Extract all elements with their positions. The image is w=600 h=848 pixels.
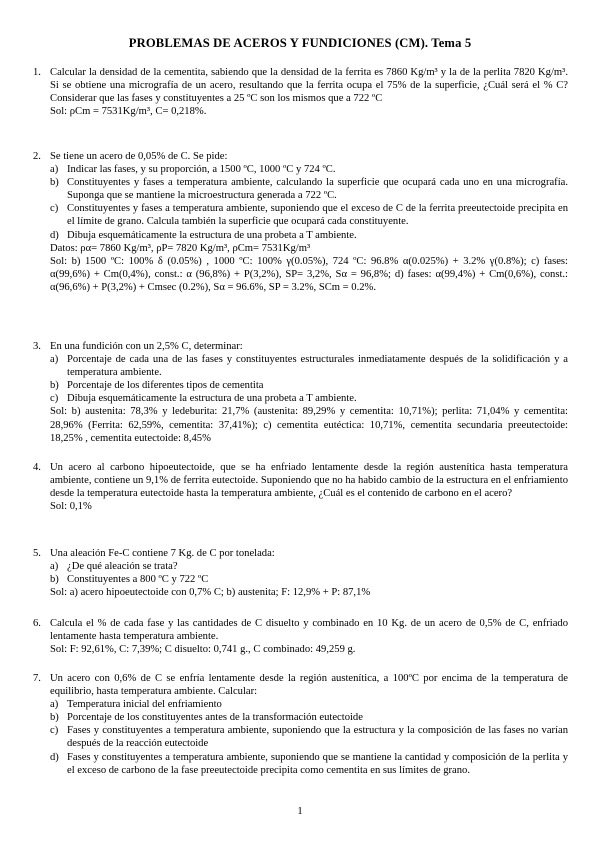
sub-label: d)	[50, 751, 59, 763]
sub-label: a)	[50, 561, 59, 573]
sub-text: Porcentaje de los diferentes tipos de cementita	[67, 380, 264, 392]
solution: Sol: F: 92,61%, C: 7,39%; C disuelto: 0,741 g., C combinado: 49,259 g.	[50, 644, 356, 656]
problem-5	[33, 547, 568, 599]
sub-question	[50, 202, 568, 228]
problem-4	[33, 461, 568, 513]
page-title: PROBLEMAS DE ACEROS Y FUNDICIONES (CM). Tema 5	[128, 36, 472, 50]
sub-label: a)	[50, 354, 59, 366]
problem-number: 7.	[33, 673, 41, 684]
sub-question	[50, 163, 568, 176]
solution: Sol: b) 1500 ºC: 100% δ (0.05%) , 1000 ºC: 100% γ(0.05%), 724 ºC: 96.8% α(0.025%) + 3.2% γ(0.8%); c) fases: α(99,6%) + Cm(0,4%), const.: α (96,8%) + P(3,2%), SP= 3,2%, Sα = 96,8%; d) fases: α(99,4%) + Cm(0,6%), const.: α(96,6%) + P(3,2%) + Cmsec (0.2%), Sα = 96.6%, SP = 3.2%, SCm = 0.2%.	[50, 255, 568, 293]
sub-question	[50, 751, 568, 777]
sub-text: Temperatura inicial del enfriamiento	[67, 699, 222, 711]
problem-number: 2.	[33, 151, 41, 162]
solution: Sol: ρCm = 7531Kg/m³, C= 0,218%.	[50, 106, 207, 118]
sub-label: a)	[50, 699, 59, 711]
sub-text: Fases y constituyentes a temperatura ambiente, suponiendo que la estructura y la composición de las fases no varían después de la reacción eutectoide	[67, 725, 568, 750]
sub-text: Constituyentes a 800 ºC y 722 ºC	[67, 574, 209, 586]
sub-question	[50, 379, 568, 392]
sub-question	[50, 560, 568, 573]
sub-question	[50, 711, 568, 724]
sub-label: b)	[50, 712, 59, 724]
solution: Sol: a) acero hipoeutectoide con 0,7% C; b) austenita; F: 12,9% + P: 87,1%	[50, 587, 371, 599]
sub-question	[50, 573, 568, 586]
problem-statement: Calcula el % de cada fase y las cantidades de C disuelto y combinado en 10 Kg. de un acero de 0,5% de C, enfriado lentamente hasta temperatura ambiente.	[50, 618, 568, 643]
sub-label: c)	[50, 203, 59, 215]
sub-question	[50, 698, 568, 711]
data-line: Datos: ρα= 7860 Kg/m³, ρP= 7820 Kg/m³, ρCm= 7531Kg/m³	[50, 242, 311, 254]
sub-question	[50, 724, 568, 750]
sub-text: Constituyentes y fases a temperatura ambiente, suponiendo que el exceso de C de la ferrita preeutectoide precipita en el límite de grano. Calcula también la superficie que ocupará cada constituyente.	[67, 203, 568, 228]
sub-text: Porcentaje de los constituyentes antes de la transformación eutectoide	[67, 712, 363, 724]
problem-statement: Se tiene un acero de 0,05% de C. Se pide:	[50, 151, 228, 162]
sub-text: Indicar las fases, y su proporción, a 1500 ºC, 1000 ºC y 724 ºC.	[67, 164, 336, 176]
problem-number: 1.	[33, 67, 41, 78]
sub-label: b)	[50, 177, 59, 189]
sub-label: c)	[50, 725, 59, 737]
problem-2	[33, 150, 568, 294]
sub-question	[50, 176, 568, 202]
sub-text: Dibuja esquemáticamente la estructura de una probeta a T ambiente.	[67, 229, 357, 241]
problem-6	[33, 617, 568, 656]
sub-label: a)	[50, 164, 59, 176]
sub-text: Constituyentes y fases a temperatura ambiente, calculando la superficie que ocupará cada uno en una micrografía. Suponga que se mantiene la microestructura generada a 722 ºC.	[67, 177, 568, 202]
problem-statement: Calcular la densidad de la cementita, sabiendo que la densidad de la ferrita es 7860 Kg/m³ y la de la perlita 7820 Kg/m³. Si se obtiene una micrografía de un acero, resultando que la ferrita ocupa el 75% de la superficie, ¿Cuál será el % C? Considerar que las fases y constituyentes a 25 ºC son los mismos que a 722 ºC	[50, 67, 568, 105]
problem-1	[33, 66, 568, 118]
sub-text: Fases y constituyentes a temperatura ambiente, suponiendo que se mantiene la cantidad y composición de la perlita y el exceso de carbono de la fase preeutectoide precipita como cementita en sus límites de grano.	[67, 751, 568, 776]
sub-question	[50, 353, 568, 379]
problem-statement: Una aleación Fe-C contiene 7 Kg. de C por tonelada:	[50, 548, 275, 559]
solution: Sol: 0,1%	[50, 501, 92, 513]
sub-text: Porcentaje de cada una de las fases y constituyentes estructurales inmediatamente después de la solidificación y a temperatura ambiente.	[67, 354, 568, 379]
problem-7	[33, 672, 568, 777]
problem-3	[33, 340, 568, 445]
sub-question	[50, 392, 568, 405]
problem-number: 4.	[33, 462, 41, 473]
sub-label: d)	[50, 229, 59, 241]
problem-number: 6.	[33, 618, 41, 629]
sub-label: c)	[50, 393, 59, 405]
problem-number: 3.	[33, 341, 41, 352]
sub-text: Dibuja esquemáticamente la estructura de una probeta a T ambiente.	[67, 393, 357, 405]
sub-text: ¿De qué aleación se trata?	[67, 561, 178, 573]
problem-statement: En una fundición con un 2,5% C, determinar:	[50, 341, 243, 352]
problem-number: 5.	[33, 548, 41, 559]
problem-statement: Un acero al carbono hipoeutectoide, que se ha enfriado lentamente desde la región austenítica hasta temperatura ambiente, contiene un 9,1% de ferrita eutectoide. Suponiendo que no ha habido cambio de la estructura en el enfriamiento desde la temperatura eutectoide hasta la temperatura ambiente, ¿Cuál es el contenido de carbono en el acero?	[50, 462, 568, 500]
page-number: 1	[297, 806, 303, 817]
sub-label: b)	[50, 574, 59, 586]
solution: Sol: b) austenita: 78,3% y ledeburita: 21,7% (austenita: 89,29% y cementita: 10,71%); perlita: 71,04% y cementita: 28,96% (Ferrita: 62,59%, cementita: 37,41%); c) cementita eutéctica: 10,71%, cementita secundaria preeutectoide: 18,25% , cementita eutectoide: 8,45%	[50, 406, 568, 444]
sub-label: b)	[50, 380, 59, 392]
problem-statement: Un acero con 0,6% de C se enfría lentamente desde la región austenítica, a 100ºC por encima de la temperatura de equilibrio, hasta temperatura ambiente. Calcular:	[50, 673, 568, 698]
sub-question	[50, 229, 568, 242]
